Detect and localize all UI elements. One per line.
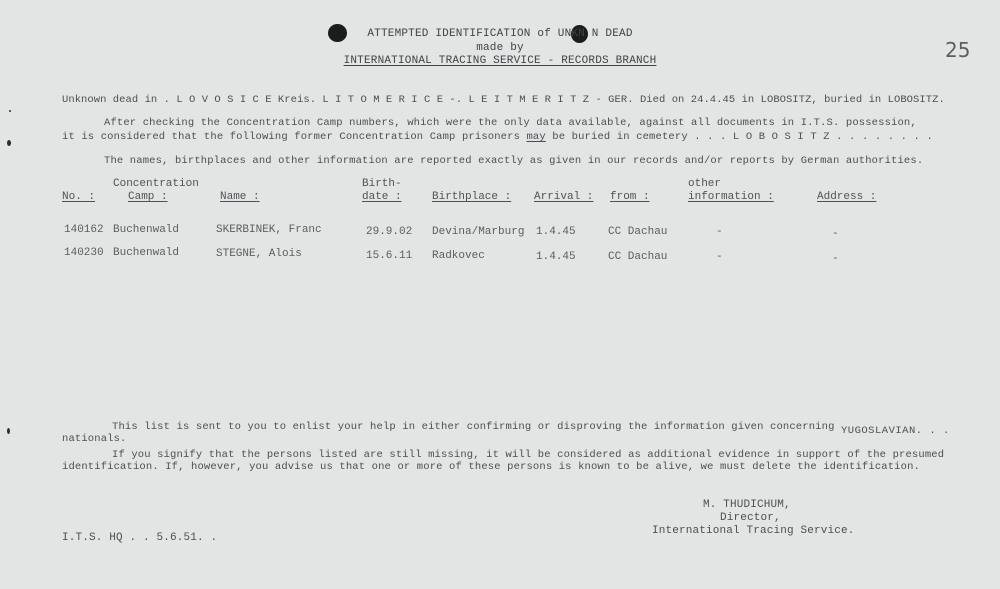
header-title: ATTEMPTED IDENTIFICATION of UNKN N DEAD xyxy=(367,28,633,40)
cell-camp: Buchenwald xyxy=(113,247,180,259)
col-header-arrival: Arrival : xyxy=(534,191,594,203)
ink-speck xyxy=(7,140,11,146)
unknown-dead-line: Unknown dead in . L O V O S I C E Kreis. L I T O M E R I C E -. L E I T M E R I T Z - GER. Died on 24.4.45 in LOBOSITZ, buried in LOBOSITZ. xyxy=(62,94,945,106)
closing-line1-text: This list is sent to you to enlist your help in either confirming or disproving the information given concerning xyxy=(112,421,835,433)
signature-title: Director, xyxy=(720,512,781,524)
col-header-from: from : xyxy=(610,191,650,203)
closing-nationals: nationals. xyxy=(62,433,127,445)
cell-name: STEGNE, Alois xyxy=(216,248,302,260)
paragraph-check-line2-pre: it is considered that the following former Concentration Camp prisoners xyxy=(62,131,521,143)
closing-line4: identification. If, however, you advise us that one or more of these persons is known to be alive, we must delete the identification. xyxy=(62,461,920,473)
cell-no: 140162 xyxy=(64,224,104,236)
cell-arrival: 1.4.45 xyxy=(536,251,576,263)
paragraph-check-line2-post: be buried in cemetery . . . L O B O S I T Z . . . . . . . . xyxy=(552,131,933,143)
col-header-birthdate: date : xyxy=(362,191,402,203)
ink-speck xyxy=(9,110,11,112)
cell-address: - xyxy=(832,253,839,265)
col-header-other-top: other xyxy=(688,178,722,190)
col-header-birthdate-top: Birth- xyxy=(362,178,402,190)
page-number: 25 xyxy=(945,38,971,62)
closing-line1 xyxy=(112,421,950,437)
col-header-no: No. : xyxy=(62,191,96,203)
cell-from: CC Dachau xyxy=(608,226,668,238)
closing-line3: If you signify that the persons listed are still missing, it will be considered as additional evidence in support of the presumed xyxy=(112,449,945,461)
paragraph-check-line2 xyxy=(62,131,933,143)
emphasis-may: may xyxy=(526,131,546,143)
col-header-other: information : xyxy=(688,191,774,203)
nationality-stamp: YUGOSLAVIAN. . . xyxy=(840,425,950,437)
cell-other: - xyxy=(716,226,723,238)
cell-from: CC Dachau xyxy=(608,251,668,263)
cell-arrival: 1.4.45 xyxy=(536,226,576,238)
cell-other: - xyxy=(716,251,723,263)
cell-name: SKERBINEK, Franc xyxy=(216,224,322,236)
cell-birthplace: Devina/Marburg xyxy=(432,226,525,238)
cell-birthplace: Radkovec xyxy=(432,250,485,262)
paragraph-check-line1: After checking the Concentration Camp numbers, which were the only data available, against all documents in I.T.S. possession, xyxy=(104,117,917,129)
col-header-name: Name : xyxy=(220,191,260,203)
ink-speck xyxy=(7,428,10,434)
header-branch: INTERNATIONAL TRACING SERVICE - RECORDS BRANCH xyxy=(343,55,657,67)
col-header-camp: Camp : xyxy=(128,191,168,203)
col-header-address: Address : xyxy=(817,191,877,203)
cell-birthdate: 15.6.11 xyxy=(366,250,413,262)
signature-name: M. THUDICHUM, xyxy=(703,499,791,511)
cell-address: - xyxy=(832,228,839,240)
col-header-birthplace: Birthplace : xyxy=(432,191,512,203)
cell-no: 140230 xyxy=(64,247,104,259)
paragraph-records-note: The names, birthplaces and other information are reported exactly as given in our records and/or reports by German authorities. xyxy=(104,155,924,167)
signature-org: International Tracing Service. xyxy=(652,525,855,537)
cell-birthdate: 29.9.02 xyxy=(366,226,413,238)
footer-reference: I.T.S. HQ . . 5.6.51. . xyxy=(62,532,218,544)
cell-camp: Buchenwald xyxy=(113,224,180,236)
col-header-camp-top: Concentration xyxy=(113,178,199,190)
header-made-by: made by xyxy=(476,42,524,54)
